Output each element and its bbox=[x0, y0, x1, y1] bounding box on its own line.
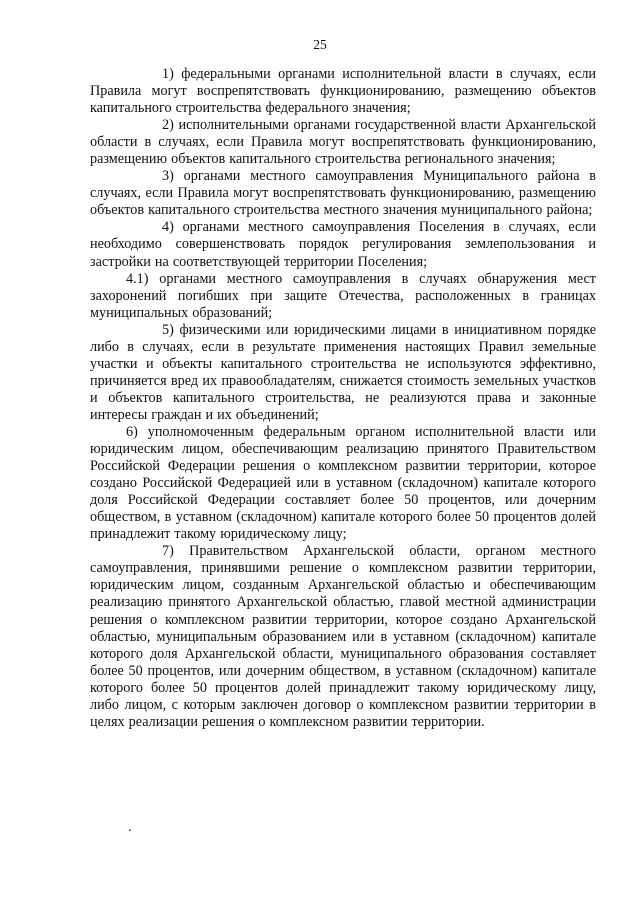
list-item-1 bbox=[90, 66, 596, 117]
list-item-3 bbox=[90, 168, 596, 219]
list-item-4-1 bbox=[90, 271, 596, 322]
list-item-4 bbox=[90, 219, 596, 270]
list-item-text: физическими или юридическими лицами в инициативном порядке либо в случаях, если в результате применения настоящих Правил земельные участки и объекты капитального строительства не используются эффективно, причиняется вред их правообладателям, снижается стоимость земельных участков и объектов капитального строительства, не реализуются права и законные интересы граждан и их объединений; bbox=[90, 321, 596, 423]
list-item-number: 1) bbox=[162, 66, 174, 82]
list-item-number: 7) bbox=[162, 543, 174, 560]
list-item-6 bbox=[90, 424, 596, 543]
list-item-number: 6) bbox=[126, 423, 138, 440]
document-body bbox=[90, 66, 596, 731]
list-item-text: органами местного самоуправления Поселения в случаях, если необходимо совершенствовать порядок регулирования землепользования и застройки на соответствующей территории Поселения; bbox=[90, 219, 596, 270]
list-item-number: 4) bbox=[162, 219, 174, 236]
list-item-text: исполнительными органами государственной власти Архангельской области в случаях, если Правила могут воспрепятствовать функционированию, размещению объектов капитального строительства регионального значения; bbox=[90, 117, 597, 168]
list-item-number: 5) bbox=[162, 321, 174, 338]
list-item-text: уполномоченным федеральным органом исполнительной власти или юридическим лицом, обеспечивающим реализацию принятого Правительством Российской Федерации решения о комплексном развитии территории, которое создано Российской Федерацией или в уставном (складочном) капитале которого доля Российской Федерации составляет более 50 процентов, или дочерним обществом, в уставном (складочном) капитале которого более 50 процентов долей принадлежит такому юридическому лицу; bbox=[90, 423, 596, 543]
page-number: 25 bbox=[313, 37, 327, 52]
list-item-text: органами местного самоуправления в случаях обнаружения мест захоронений погибших при защите Отечества, расположенных в границах муниципальных образований; bbox=[90, 270, 596, 321]
list-item-5 bbox=[90, 322, 596, 424]
trailing-mark: . bbox=[128, 820, 132, 835]
list-item-7 bbox=[90, 543, 596, 731]
list-item-number: 4.1) bbox=[126, 270, 149, 287]
list-item-text: Правительством Архангельской области, органом местного самоуправления, принявшими решение о комплексном развитии территории, юридическим лицом, созданным Архангельской областью и обеспечивающим реализацию принятого Архангельской областью, главой местной администрации решения о комплексном развитии территории, которое создано Архангельской областью, муниципальным образованием или в уставном (складочном) капитале которого доля Архангельской области, муниципального образования составляет более 50 процентов, или дочерним обществом, в уставном (складочном) капитале которого более 50 процентов долей принадлежит такому юридическому лицу, либо лицом, с которым заключен договор о комплексном развитии территории в целях реализации решения о комплексном развитии территории. bbox=[90, 543, 596, 730]
list-item-2 bbox=[90, 117, 596, 168]
list-item-text: органами местного самоуправления Муниципального района в случаях, если Правила могут воспрепятствовать функционированию, размещению объектов капитального строительства местного значения муниципального района; bbox=[90, 168, 597, 219]
list-item-number: 3) bbox=[162, 168, 174, 185]
list-item-text: федеральными органами исполнительной власти в случаях, если Правила могут воспрепятствовать функционированию, размещению объектов капитального строительства федерального значения; bbox=[90, 66, 596, 117]
list-item-number: 2) bbox=[162, 117, 174, 134]
